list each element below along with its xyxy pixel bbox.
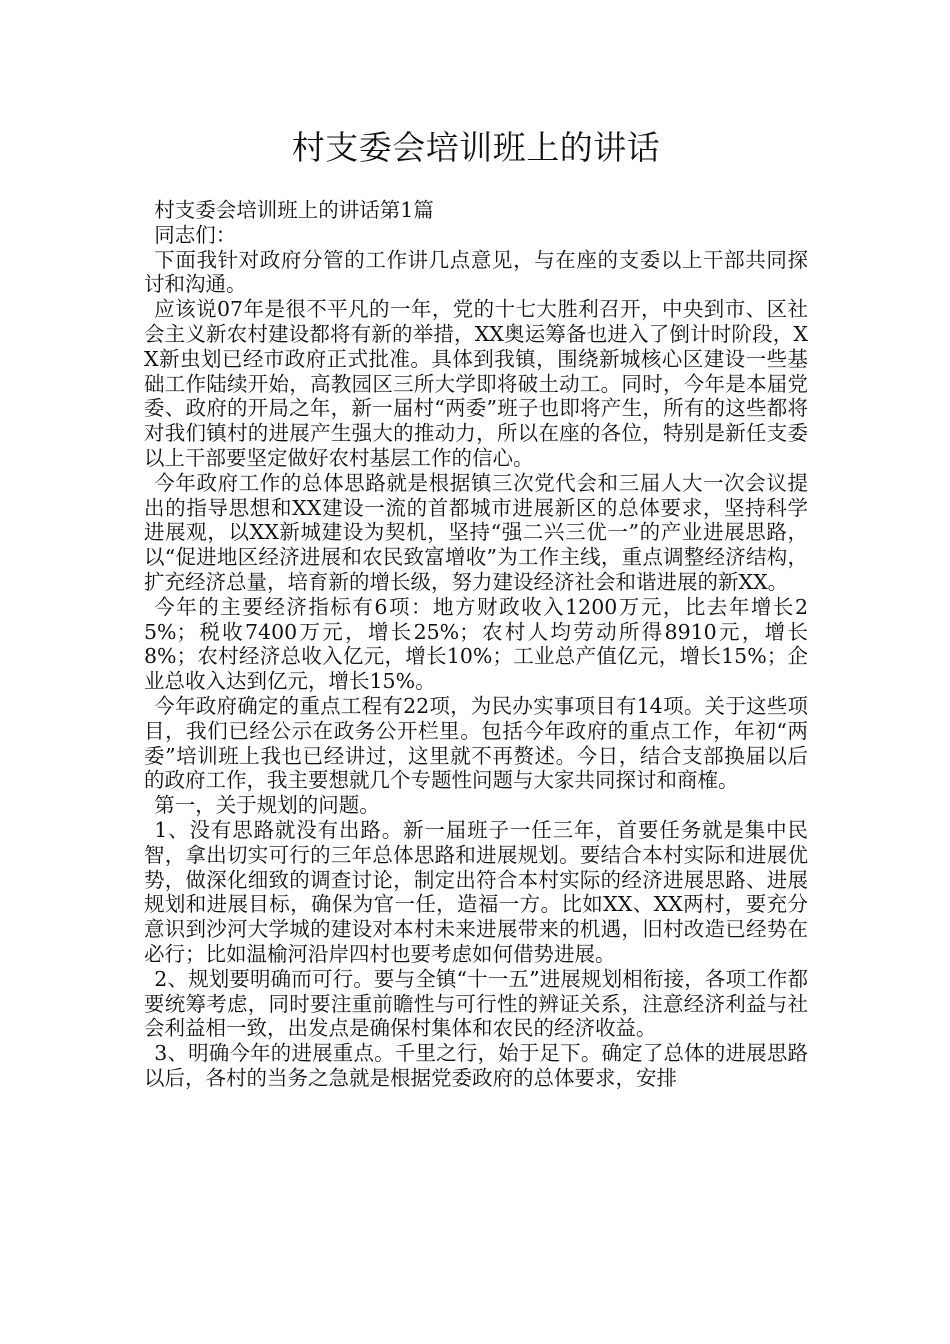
paragraph: 今年政府确定的重点工程有22项，为民办实事项目有14项。关于这些项目，我们已经公示在政务公开栏里。包括今年政府的重点工作，年初“两委”培训班上我也已经讲过，这里就不再赘述。今日，结合支部换届以后的政府工作，我主要想就几个专题性问题与大家共同探讨和商榷。 — [144, 693, 808, 793]
paragraph: 下面我针对政府分管的工作讲几点意见，与在座的支委以上干部共同探讨和沟通。 — [144, 247, 808, 297]
paragraph: 1、没有思路就没有出路。新一届班子一任三年，首要任务就是集中民智，拿出切实可行的三年总体思路和进展规划。要结合本村实际和进展优势，做深化细致的调查讨论，制定出符合本村实际的经济进展思路、进展规划和进展目标，确保为官一任，造福一方。比如XX、XX两村，要充分意识到沙河大学城的建设对本村未来进展带来的机遇，旧村改造已经势在必行；比如温榆河沿岸四村也要考虑如何借势进展。 — [144, 817, 808, 966]
paragraph: 今年的主要经济指标有6项：地方财政收入1200万元，比去年增长25%；税收7400万元，增长25%；农村人均劳动所得8910元，增长8%；农村经济总收入亿元，增长10%；工业总产值亿元，增长15%；企业总收入达到亿元，增长15%。 — [144, 594, 808, 694]
document-title: 村支委会培训班上的讲话 — [291, 128, 661, 167]
document-body — [144, 198, 808, 1091]
paragraph: 2、规划要明确而可行。要与全镇“十一五”进展规划相衔接，各项工作都要统筹考虑，同时要注重前瞻性与可行性的辨证关系，注意经济利益与社会利益相一致，出发点是确保村集体和农民的经济收益。 — [144, 966, 808, 1041]
document-page — [144, 120, 808, 1091]
paragraph: 今年政府工作的总体思路就是根据镇三次党代会和三届人大一次会议提出的指导思想和XX建设一流的首都城市进展新区的总体要求，坚持科学进展观，以XX新城建设为契机，坚持“强二兴三优一”的产业进展思路，以“促进地区经济进展和农民致富增收”为工作主线，重点调整经济结构，扩充经济总量，培育新的增长级，努力建设经济社会和谐进展的新XX。 — [144, 470, 808, 594]
paragraph-salutation: 同志们： — [154, 222, 237, 247]
paragraph: 3、明确今年的进展重点。千里之行，始于足下。确定了总体的进展思路以后，各村的当务之急就是根据党委政府的总体要求，安排 — [144, 1041, 808, 1090]
paragraph: 应该说07年是很不平凡的一年，党的十七大胜利召开，中央到市、区社会主义新农村建设都将有新的举措，XX奥运筹备也进入了倒计时阶段，XX新虫划已经市政府正式批准。具体到我镇，围绕新城核心区建设一些基础工作陆续开始，高教园区三所大学即将破土动工。同时，今年是本届党委、政府的开局之年，新一届村“两委”班子也即将产生，所有的这些都将对我们镇村的进展产生强大的推动力，所以在座的各位，特别是新任支委以上干部要坚定做好农村基层工作的信心。 — [144, 297, 808, 470]
paragraph-heading: 村支委会培训班上的讲话第1篇 — [154, 198, 434, 222]
section-heading: 第一，关于规划的问题。 — [154, 793, 380, 818]
